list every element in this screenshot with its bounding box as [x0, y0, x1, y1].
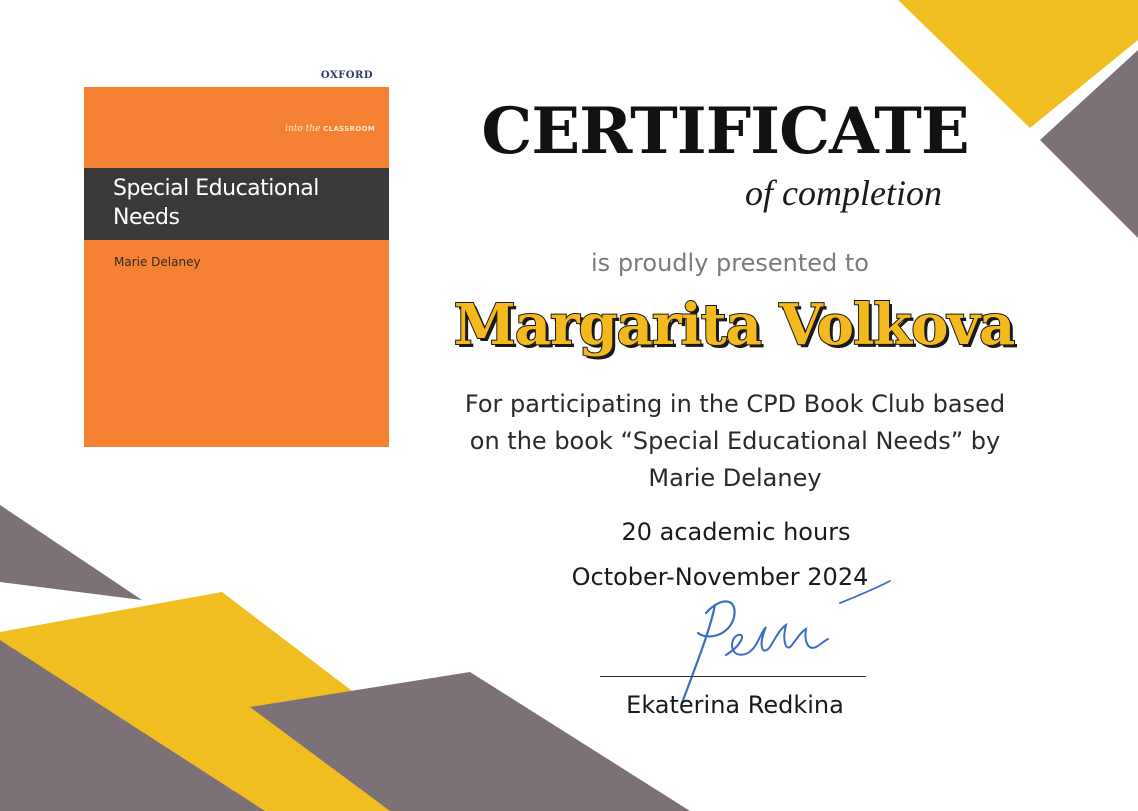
book-author: Marie Delaney: [114, 255, 201, 269]
book-publisher: OXFORD: [320, 70, 373, 81]
book-cover: [84, 87, 389, 447]
signatory-name: Ekaterina Redkina: [626, 691, 844, 719]
book-cover-image: [84, 67, 389, 447]
book-title-band: [84, 168, 389, 240]
book-series: [285, 124, 375, 134]
handwritten-signature: [660, 575, 900, 705]
signature-line: [600, 676, 866, 677]
book-series-name: CLASSROOM: [323, 125, 375, 133]
reason-text: [400, 386, 1070, 497]
recipient-name: Margarita Volkova: [453, 292, 1015, 358]
reason-line3: Marie Delaney: [648, 464, 822, 492]
reason-line2: on the book “Special Educational Needs” by: [469, 427, 1001, 455]
course-dates: October-November 2024: [571, 563, 869, 591]
book-title: [113, 174, 373, 232]
book-title-line1: Special Educational: [113, 176, 319, 201]
book-title-line2: Needs: [113, 205, 180, 230]
presented-to-text: is proudly presented to: [591, 249, 869, 277]
academic-hours: 20 academic hours: [621, 518, 851, 546]
certificate-title: CERTIFICATE: [481, 94, 969, 169]
certificate-subtitle: of completion: [745, 173, 942, 213]
reason-line1: For participating in the CPD Book Club based: [464, 390, 1006, 418]
book-series-prefix: into the: [285, 124, 321, 134]
bottom-left-gray-band-top: [0, 505, 142, 600]
